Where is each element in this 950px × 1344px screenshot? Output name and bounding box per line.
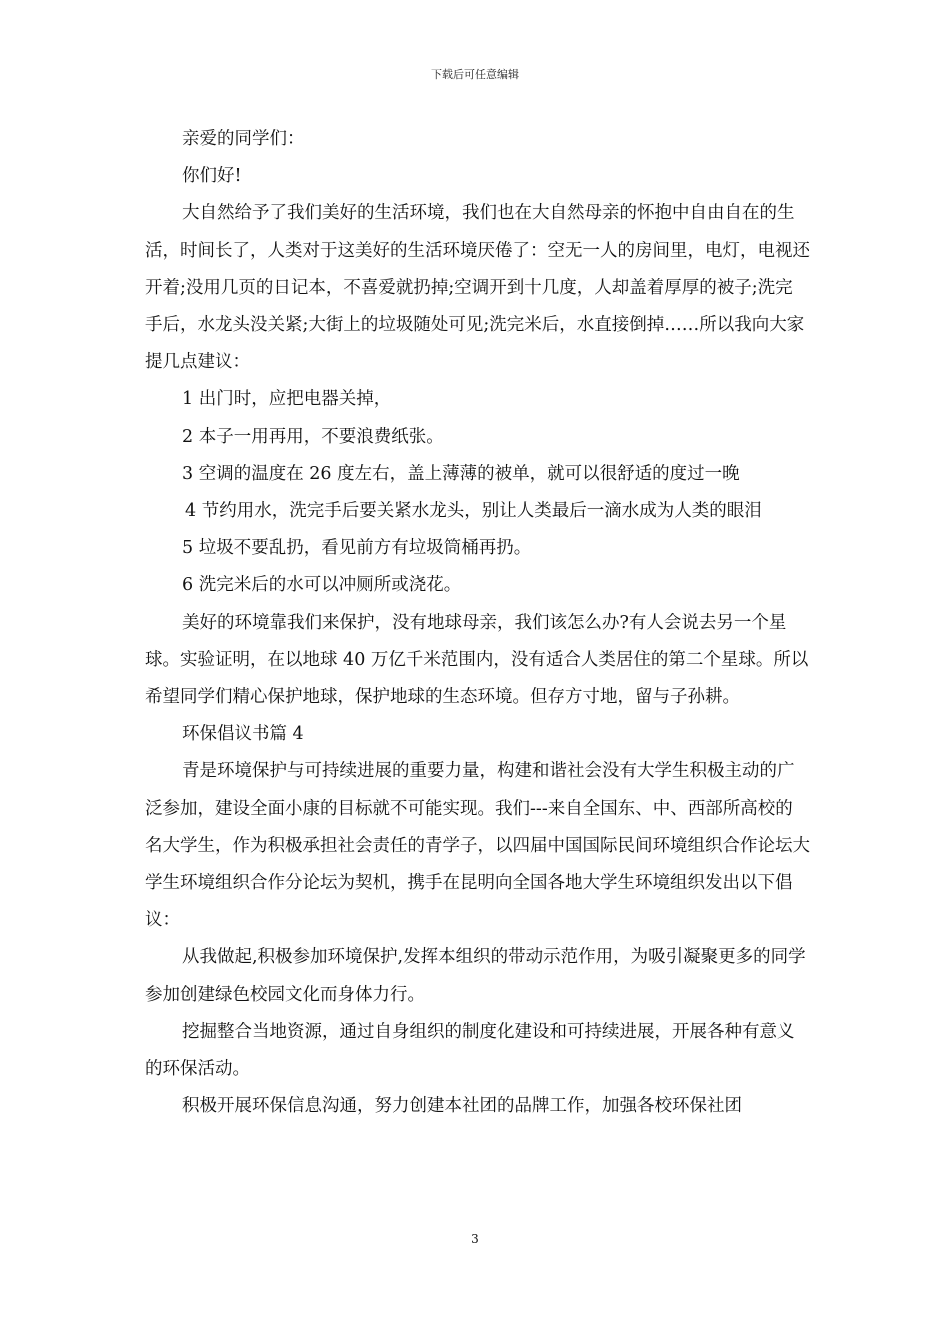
paragraph: 青是环境保护与可持续进展的重要力量，构建和谐社会没有大学生积极主动的广泛参加，建设全面小康的目标就不可能实现。我们---来自全国东、中、西部所高校的名大学生，作为积极承担社会责任的青学子，以四届中国国际民间环境组织合作论坛大学生环境组织合作分论坛为契机，携手在昆明向全国各地大学生环境组织发出以下倡议： xyxy=(145,761,810,931)
suggestion-item: 1 出门时，应把电器关掉， xyxy=(182,389,392,410)
suggestion-item: 5 垃圾不要乱扔，看见前方有垃圾筒桶再扔。 xyxy=(182,538,532,559)
suggestion-item: 2 本子一用再用，不要浪费纸张。 xyxy=(182,426,444,447)
header-note: 下载后可任意编辑 xyxy=(431,68,519,81)
suggestion-item: 6 洗完米后的水可以冲厕所或浇花。 xyxy=(182,575,462,596)
suggestion-item: 4 节约用水，洗完手后要关紧水龙头，别让人类最后一滴水成为人类的眼泪 xyxy=(185,501,762,522)
paragraph: 从我做起,积极参加环境保护,发挥本组织的带动示范作用，为吸引凝聚更多的同学参加创建绿色校园文化而身体力行。 xyxy=(145,947,806,1005)
paragraph: 挖掘整合当地资源，通过自身组织的制度化建设和可持续进展，开展各种有意义的环保活动。 xyxy=(145,1021,795,1080)
paragraph: 美好的环境靠我们来保护，没有地球母亲，我们该怎么办?有人会说去另一个星球。实验证明，在以地球 40 万亿千米范围内，没有适合人类居住的第二个星球。所以希望同学们精心保护地球，保护地球的生态环境。但存方寸地，留与子孙耕。 xyxy=(145,612,809,708)
greeting: 你们好! xyxy=(182,166,242,187)
document-body xyxy=(145,121,810,1125)
paragraph: 大自然给予了我们美好的生活环境，我们也在大自然母亲的怀抱中自由自在的生活，时间长了，人类对于这美好的生活环境厌倦了：空无一人的房间里，电灯，电视还开着;没用几页的日记本，不喜爱就扔掉;空调开到十几度，人却盖着厚厚的被子;洗完手后，水龙头没关紧;大街上的垃圾随处可见;洗完米后，水直接倒掉……所以我向大家提几点建议： xyxy=(145,203,810,373)
section-heading: 环保倡议书篇 4 xyxy=(182,724,304,745)
suggestion-item: 3 空调的温度在 26 度左右，盖上薄薄的被单，就可以很舒适的度过一晚 xyxy=(182,463,740,484)
salutation: 亲爱的同学们： xyxy=(182,129,305,149)
paragraph: 积极开展环保信息沟通，努力创建本社团的品牌工作，加强各校环保社团 xyxy=(182,1096,742,1117)
page-number: 3 xyxy=(471,1232,479,1246)
